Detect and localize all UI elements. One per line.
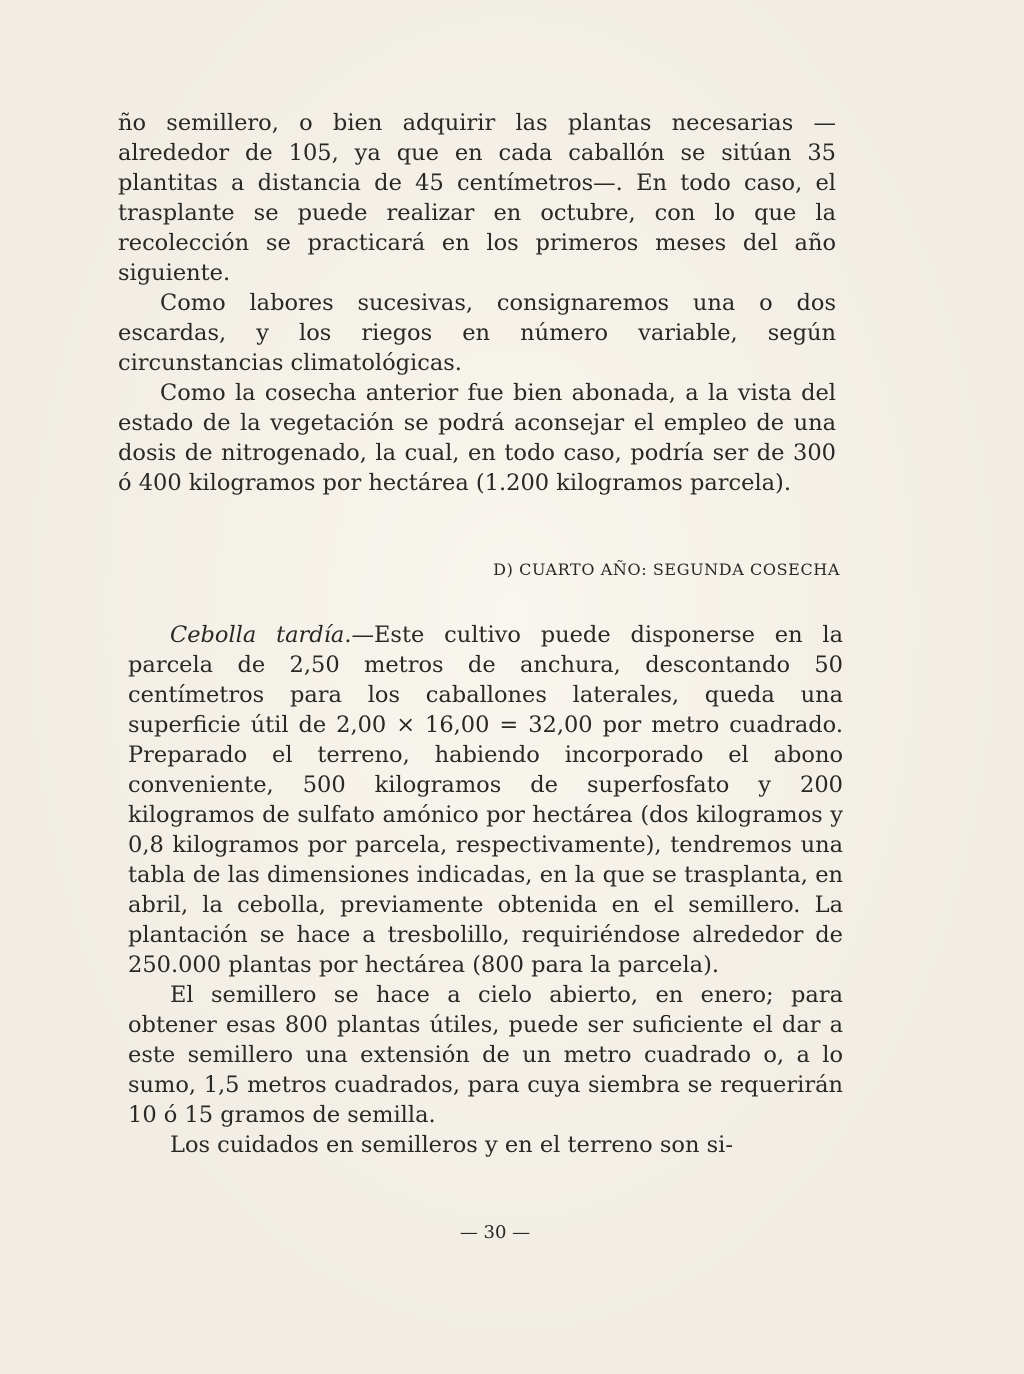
section-heading: D) CUARTO AÑO: SEGUNDA COSECHA xyxy=(493,560,840,579)
cosecha-paragraph: Como la cosecha anterior fue bien abonada, a la vista del estado de la vegetación se podrá aconsejar el empleo de una dosis de nitrogenado, la cual, en todo caso, podría ser de 300 ó 400 kilogramos por hectárea (1.200 kilogramos parcela). xyxy=(118,380,836,496)
cebolla-paragraph xyxy=(128,620,843,980)
labores-paragraph: Como labores sucesivas, consignaremos una o dos escardas, y los riegos en número variable, según circunstancias climatológicas. xyxy=(118,290,836,376)
page-number: — 30 — xyxy=(459,1222,531,1243)
continuation-paragraph: ño semillero, o bien adquirir las plantas necesarias —alrededor de 105, ya que en cada caballón se sitúan 35 plantitas a distancia de 45 centímetros—. En todo caso, el trasplante se puede realizar en octubre, con lo que la recolección se practicará en los primeros meses del año siguiente. xyxy=(118,110,836,286)
text-block-upper xyxy=(118,108,836,498)
semillero-paragraph: El semillero se hace a cielo abierto, en enero; para obtener esas 800 plantas útiles, puede ser suficiente el dar a este semillero una extensión de un metro cuadrado o, a lo sumo, 1,5 metros cuadrados, para cuya siembra se requerirán 10 ó 15 gramos de semilla. xyxy=(128,982,843,1128)
cuidados-paragraph: Los cuidados en semilleros y en el terreno son si- xyxy=(170,1132,733,1158)
cebolla-title: Cebolla tardía. xyxy=(170,622,352,648)
cebolla-body: —Este cultivo puede disponerse en la parcela de 2,50 metros de anchura, descontando 50 centímetros para los caballones laterales, queda una superficie útil de 2,00 × 16,00 = 32,00 por metro cuadrado. Preparado el terreno, habiendo incorporado el abono conveniente, 500 kilogramos de superfosfato y 200 kilogramos de sulfato amónico por hectárea (dos kilogramos y 0,8 kilogramos por parcela, respectivamente), tendremos una tabla de las dimensiones indicadas, en la que se trasplanta, en abril, la cebolla, previamente obtenida en el semillero. La plantación se hace a tresbolillo, requiriéndose alrededor de 250.000 plantas por hectárea (800 para la parcela). xyxy=(128,622,843,978)
text-block-lower xyxy=(128,620,843,1160)
